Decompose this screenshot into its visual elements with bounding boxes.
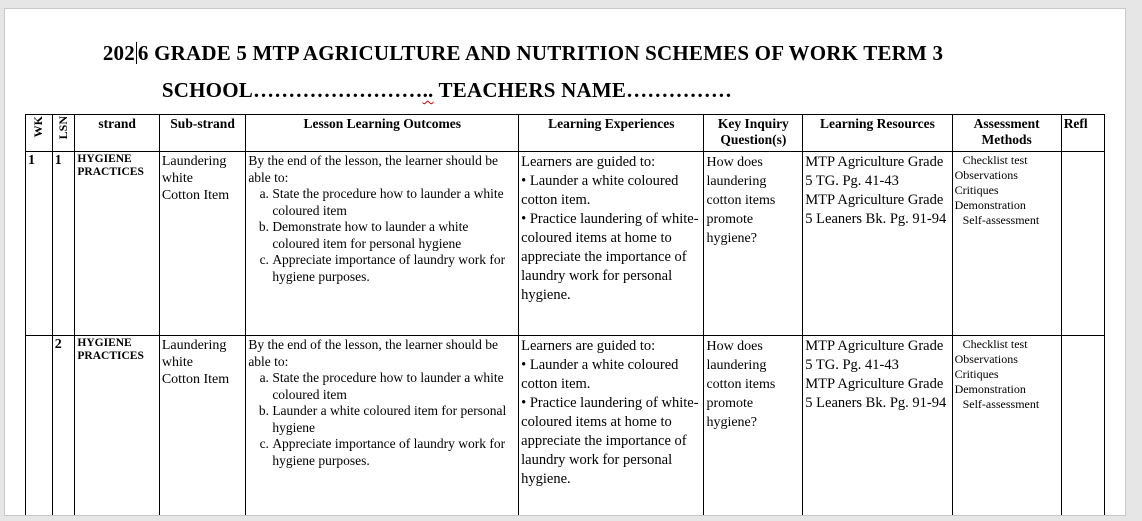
outcome-intro: By the end of the lesson, the learner should be able to: — [248, 337, 498, 369]
experience-item: • Launder a white coloured cotton item. — [521, 173, 679, 208]
header-sub-strand: Sub-strand — [159, 115, 245, 152]
cell-reflection — [1061, 336, 1104, 517]
assessment-item: Self-assessment — [962, 397, 1040, 411]
assessment-item: Observations — [954, 168, 1018, 182]
resource-item: MTP Agriculture Grade 5 Leaners Bk. Pg. 91-94 — [805, 376, 947, 411]
cell-reflection — [1061, 152, 1104, 336]
header-resources: Learning Resources — [803, 115, 952, 152]
document-title: 202 6 GRADE 5 MTP AGRICULTURE AND NUTRITION SCHEMES OF WORK TERM 3 — [102, 41, 944, 65]
sub-strand-line: Cotton Item — [161, 372, 230, 387]
sub-strand-line: white — [161, 171, 193, 186]
assessment-item: Demonstration — [954, 382, 1026, 396]
header-experiences: Learning Experiences — [519, 115, 704, 152]
experience-item: • Practice laundering of white-coloured items at home to appreciate the importance of laundry work for personal hygiene. — [521, 211, 699, 303]
table-row — [26, 336, 1105, 517]
text-cursor — [136, 42, 137, 64]
experience-item: • Launder a white coloured cotton item. — [521, 357, 679, 392]
outcome-item: a. State the procedure how to launder a white coloured item — [272, 370, 516, 403]
experience-item: • Practice laundering of white-coloured items at home to appreciate the importance of laundry work for personal hygiene. — [521, 395, 699, 487]
school-teacher-line: SCHOOL…………………….. TEACHERS NAME…………… — [161, 78, 733, 102]
header-lsn: LSN — [52, 115, 75, 152]
header-row — [26, 115, 1105, 152]
experience-intro: Learners are guided to: — [521, 338, 656, 354]
outcome-item: b. Launder a white coloured item for personal hygiene — [272, 403, 516, 436]
cell-wk — [26, 336, 53, 517]
document-page[interactable] — [4, 8, 1126, 516]
outcome-item: c. Appreciate importance of laundry work for hygiene purposes. — [272, 252, 516, 285]
assessment-item: Demonstration — [954, 198, 1026, 212]
cell-kiq: How does laundering cotton items promote hygiene? — [704, 336, 803, 517]
cell-experiences — [519, 336, 704, 517]
cell-kiq: How does laundering cotton items promote hygiene? — [704, 152, 803, 336]
assessment-item: Critiques — [954, 183, 999, 197]
cell-outcomes — [246, 152, 519, 336]
header-strand: strand — [75, 115, 159, 152]
sub-strand-line: white — [161, 355, 193, 370]
outcome-item: b. Demonstrate how to launder a white coloured item for personal hygiene — [272, 219, 516, 252]
outcome-item: a. State the procedure how to launder a white coloured item — [272, 186, 516, 219]
assessment-item: Checklist test — [962, 337, 1028, 351]
cell-experiences — [519, 152, 704, 336]
sub-strand-line: Laundering — [161, 338, 227, 353]
cell-resources — [803, 336, 952, 517]
resource-item: MTP Agriculture Grade 5 Leaners Bk. Pg. 91-94 — [805, 192, 947, 227]
cell-strand: HYGIENE PRACTICES — [75, 152, 159, 336]
header-reflection: Refl — [1061, 115, 1104, 152]
experience-intro: Learners are guided to: — [521, 154, 656, 170]
assessment-item: Self-assessment — [962, 213, 1040, 227]
assessment-item: Checklist test — [962, 153, 1028, 167]
header-kiq: Key Inquiry Question(s) — [704, 115, 803, 152]
cell-sub-strand — [159, 152, 245, 336]
cell-wk: 1 — [26, 152, 53, 336]
assessment-item: Critiques — [954, 367, 999, 381]
header-assessment: Assessment Methods — [952, 115, 1061, 152]
header-wk: WK — [26, 115, 53, 152]
cell-assessment — [952, 152, 1061, 336]
cell-assessment — [952, 336, 1061, 517]
sub-strand-line: Cotton Item — [161, 188, 230, 203]
cell-outcomes — [246, 336, 519, 517]
resource-item: MTP Agriculture Grade 5 TG. Pg. 41-43 — [805, 154, 944, 189]
outcome-item: c. Appreciate importance of laundry work for hygiene purposes. — [272, 436, 516, 469]
cell-strand: HYGIENE PRACTICES — [75, 336, 159, 517]
resource-item: MTP Agriculture Grade 5 TG. Pg. 41-43 — [805, 338, 944, 373]
cell-lsn: 1 — [52, 152, 75, 336]
cell-sub-strand — [159, 336, 245, 517]
header-outcomes: Lesson Learning Outcomes — [246, 115, 519, 152]
outcome-intro: By the end of the lesson, the learner should be able to: — [248, 153, 498, 185]
sub-strand-line: Laundering — [161, 154, 227, 169]
assessment-item: Observations — [954, 352, 1018, 366]
table-row — [26, 152, 1105, 336]
cell-resources — [803, 152, 952, 336]
cell-lsn: 2 — [52, 336, 75, 517]
schemes-table — [25, 114, 1105, 516]
